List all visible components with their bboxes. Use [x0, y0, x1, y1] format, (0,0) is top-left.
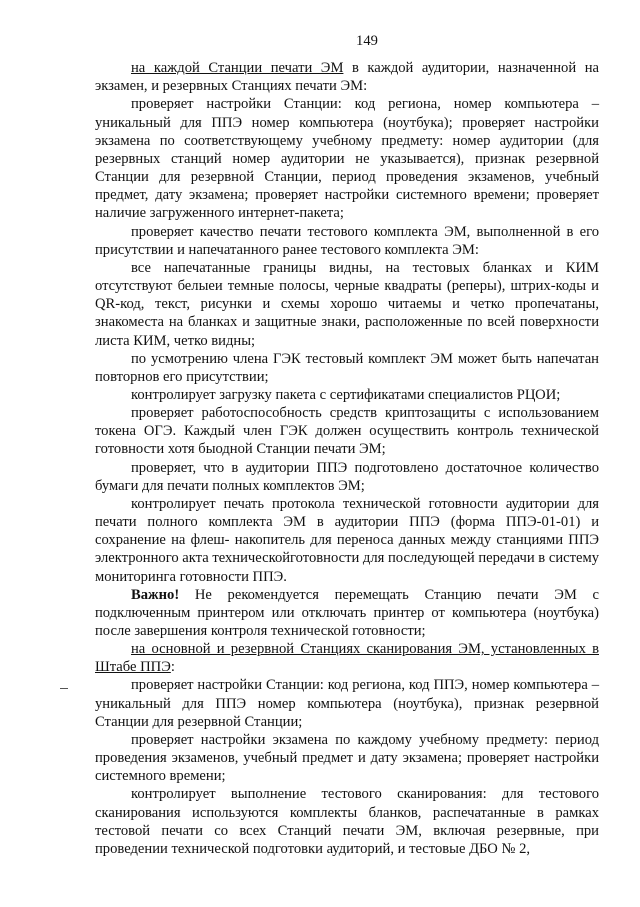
- paragraph-text: по усмотрению члена ГЭК тестовый комплект ЭМ может быть напечатан повторнов его присутствии;: [95, 350, 599, 385]
- paragraph: [95, 59, 599, 95]
- paragraph: [95, 676, 599, 730]
- bold-lead: Важно!: [131, 586, 180, 603]
- paragraph: [95, 386, 599, 404]
- paragraph-text: проверяет, что в аудитории ППЭ подготовлено достаточное количество бумаги для печати полных комплектов ЭМ;: [95, 459, 599, 494]
- paragraph-text: проверяет работоспособность средств криптозащиты с использованием токена ОГЭ. Каждый член ГЭК должен осуществить контроль технической готовности хотя быодной Станции печати ЭМ;: [95, 405, 599, 458]
- paragraph-text: Не рекомендуется перемещать Станцию печати ЭМ с подключенным принтером или отключать принтер от компьютера (ноутбука) после завершения контроля технической готовности;: [95, 586, 599, 639]
- paragraph: [95, 640, 599, 676]
- paragraph-text: все напечатанные границы видны, на тестовых бланках и КИМ отсутствуют белыеи темные полосы, черные квадраты (реперы), штрих-коды и QR-код, текст, рисунки и схемы хорошо читаемы и четко пропечатаны, знакоместа на бланках и защитные знаки, расположенные по всей поверхности листа КИМ, четко видны;: [95, 259, 599, 349]
- paragraph: [95, 95, 599, 222]
- paragraph: [95, 586, 599, 640]
- paragraph: [95, 404, 599, 458]
- paragraph-text: контролирует печать протокола технической готовности аудитории для печати полного комплекта ЭМ в аудитории ППЭ (форма ППЭ-01-01) и сохранение на флеш- накопитель для переноса данных между станциями ППЭ электронного акта техническойготовности для последующей передачи в систему мониторинга готовности ППЭ.: [95, 495, 599, 585]
- paragraph-text: контролирует загрузку пакета с сертификатами специалистов РЦОИ;: [131, 386, 561, 403]
- paragraph-text: проверяет настройки Станции: код региона, номер компьютера – уникальный для ППЭ номер компьютера (ноутбука); проверяет настройки экзамена по соответствующему учебному предмету: номер аудитории (для резервных станций номер аудитории не указывается), признак резервной Станции для резервной Станции, период проведения экзаменов, учебный предмет, дату экзамена; проверяет настройки системного времени; проверяет наличие загруженного интернет-пакета;: [95, 96, 599, 222]
- paragraph-text: :: [170, 659, 175, 676]
- underlined-heading: на каждой Станции печати ЭМ: [131, 60, 344, 77]
- paragraph: [95, 785, 599, 858]
- paragraph-text: проверяет настройки Станции: код региона, код ППЭ, номер компьютера – уникальный для ППЭ номер компьютера (ноутбука), признак резервной Станции для резервной Станции;: [95, 677, 599, 730]
- paragraph: [95, 223, 599, 259]
- underlined-heading: на основной и резервной Станциях сканирования ЭМ, установленных в Штабе ППЭ: [95, 641, 599, 676]
- page-number: 149: [356, 33, 378, 49]
- paragraph: [95, 495, 599, 586]
- paragraph-text: контролирует выполнение тестового сканирования: для тестового сканирования используются комплекты бланков, распечатанные в рамках тестовой печати со всех Станций печати ЭМ, включая резервные, при проведении технической подготовки аудиторий, и тестовые ДБО № 2,: [95, 786, 599, 857]
- paragraph-text: проверяет качество печати тестового комплекта ЭМ, выполненной в его присутствии и напечатанного ранее тестового комплекта ЭМ:: [95, 223, 599, 258]
- paragraph: [95, 350, 599, 386]
- paragraph: [95, 459, 599, 495]
- paragraph-text: в каждой аудитории, назначенной на экзамен, и резервных Станциях печати ЭМ:: [95, 60, 599, 95]
- margin-mark: [60, 688, 68, 689]
- paragraph: [95, 731, 599, 785]
- paragraph-text: проверяет настройки экзамена по каждому учебному предмету: период проведения экзаменов, учебный предмет и дату экзамена; проверяет настройки системного времени;: [95, 731, 599, 785]
- document-body: [95, 59, 599, 858]
- paragraph: [95, 259, 599, 350]
- document-page: [95, 32, 599, 858]
